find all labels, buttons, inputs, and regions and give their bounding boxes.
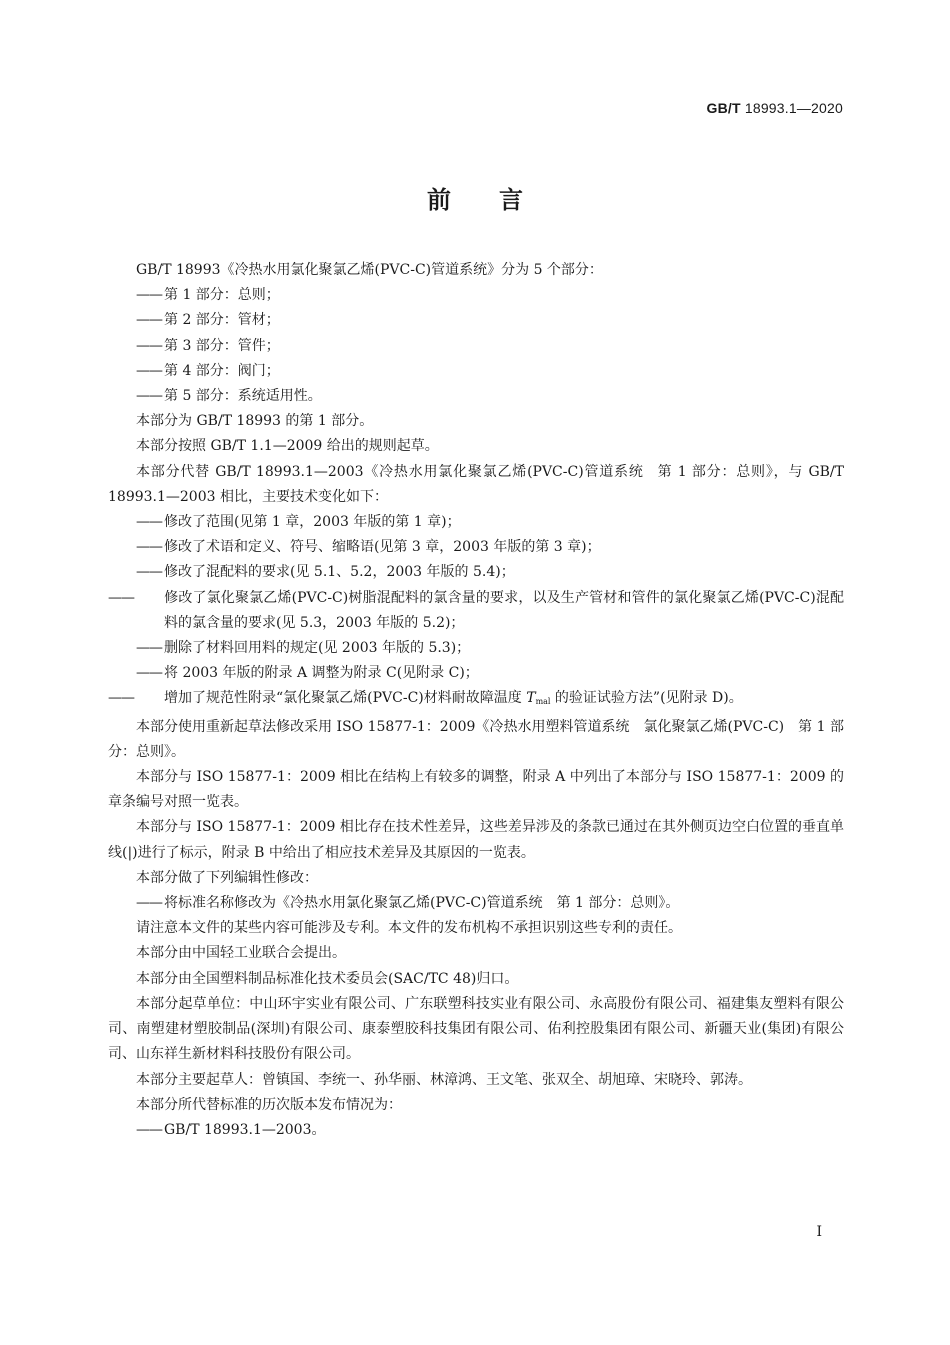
managed-by-paragraph: 本部分由全国塑料制品标准化技术委员会(SAC/TC 48)归口。 <box>136 970 519 987</box>
standard-code <box>707 100 844 116</box>
foreword-body <box>108 258 844 1143</box>
list-item: —— 第 3 部分：管件； <box>136 337 280 354</box>
standard-code-number: 18993.1—2020 <box>744 100 843 116</box>
proposed-by-paragraph: 本部分由中国轻工业联合会提出。 <box>136 945 346 962</box>
replaces-paragraph: 本部分代替 GB/T 18993.1—2003《冷热水用氯化聚氯乙烯(PVC-C)管道系统 第 1 部分：总则》，与 GB/T 18993.1—2003 相比，主要技术变化如下： <box>108 463 844 505</box>
list-item: —— 修改了范围(见第 1 章，2003 年版的第 1 章)； <box>136 514 461 531</box>
iso-structure-paragraph: 本部分与 ISO 15877-1：2009 相比在结构上有较多的调整，附录 A 中列出了本部分与 ISO 15877-1：2009 的章条编号对照一览表。 <box>108 769 844 811</box>
page-number: I <box>816 1224 822 1240</box>
list-item: —— 增加了规范性附录“氯化聚氯乙烯(PVC-C)材料耐故障温度 $T_{mal}$ 的验证试验方法”(见附录 D)。 <box>108 690 743 707</box>
editorial-intro-paragraph: 本部分做了下列编辑性修改： <box>136 869 318 886</box>
iso-technical-paragraph: 本部分与 ISO 15877-1：2009 相比存在技术性差异，这些差异涉及的条款已通过在其外侧页边空白位置的垂直单线(|)进行了标示，附录 B 中给出了相应技术差异及其原因的一览表。 <box>108 819 844 861</box>
list-item: —— 修改了混配料的要求(见 5.1、5.2，2003 年版的 5.4)； <box>136 564 515 581</box>
standard-code-prefix: GB/T <box>706 100 741 116</box>
patent-paragraph: 请注意本文件的某些内容可能涉及专利。本文件的发布机构不承担识别这些专利的责任。 <box>136 920 682 937</box>
history-intro-paragraph: 本部分所代替标准的历次版本发布情况为： <box>136 1096 402 1113</box>
intro-paragraph: GB/T 18993《冷热水用氯化聚氯乙烯(PVC-C)管道系统》分为 5 个部分： <box>136 262 603 278</box>
drafters-paragraph: 本部分主要起草人：曾镇国、李统一、孙华丽、林漳鸿、王文笔、张双全、胡旭璋、宋晓玲、郭涛。 <box>136 1071 752 1088</box>
list-item: —— 第 5 部分：系统适用性。 <box>136 388 322 405</box>
this-part-paragraph: 本部分为 GB/T 18993 的第 1 部分。 <box>136 413 374 430</box>
list-item: —— 第 4 部分：阀门； <box>136 362 280 379</box>
drafting-units-paragraph: 本部分起草单位：中山环宇实业有限公司、广东联塑科技实业有限公司、永高股份有限公司、福建集友塑料有限公司、南塑建材塑胶制品(深圳)有限公司、康泰塑胶科技集团有限公司、佑利控股集团有限公司、新疆天业(集团)有限公司、山东祥生新材料科技股份有限公司。 <box>108 995 844 1063</box>
list-item: —— 将标准名称修改为《冷热水用氯化聚氯乙烯(PVC-C)管道系统 第 1 部分：总则》。 <box>136 895 680 912</box>
list-item: —— 将 2003 年版的附录 A 调整为附录 C(见附录 C)； <box>136 665 479 682</box>
page-title: 前言 <box>427 186 571 214</box>
iso-adoption-paragraph: 本部分使用重新起草法修改采用 ISO 15877-1：2009《冷热水用塑料管道系统 氯化聚氯乙烯(PVC-C) 第 1 部分：总则》。 <box>108 718 844 760</box>
list-item: —— 删除了材料回用料的规定(见 2003 年版的 5.3)； <box>136 640 471 657</box>
list-item: —— 修改了术语和定义、符号、缩略语(见第 3 章，2003 年版的第 3 章)； <box>136 539 601 556</box>
drafting-rules-paragraph: 本部分按照 GB/T 1.1—2009 给出的规则起草。 <box>136 438 439 455</box>
list-item: —— GB/T 18993.1—2003。 <box>136 1121 326 1138</box>
list-item: —— 第 1 部分：总则； <box>136 287 280 304</box>
list-item: —— 第 2 部分：管材； <box>136 312 280 329</box>
list-item: —— 修改了氯化聚氯乙烯(PVC-C)树脂混配料的氯含量的要求，以及生产管材和管件的氯化聚氯乙烯(PVC-C)混配料的氯含量的要求(见 5.3，2003 年版的 5.2)； <box>108 589 844 631</box>
